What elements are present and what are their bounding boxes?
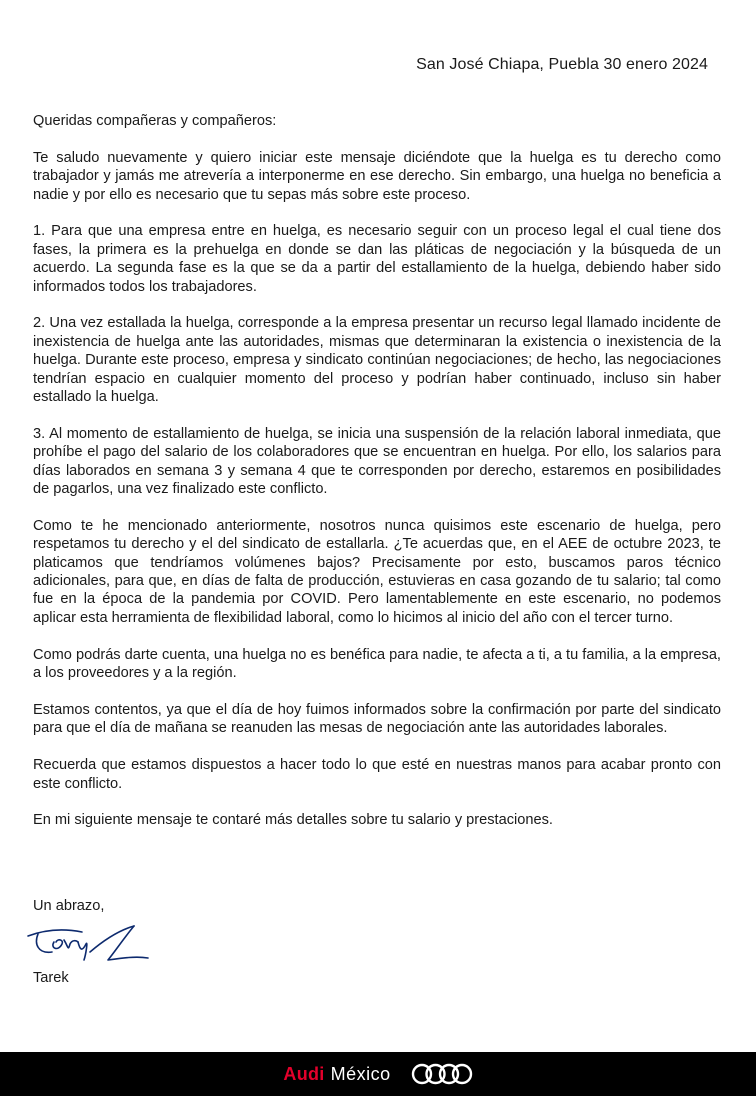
handwritten-signature xyxy=(24,922,156,968)
paragraph-2: 2. Una vez estallada la huelga, corresponde a la empresa presentar un recurso legal llamado incidente de inexistencia de huelga ante las autoridades, mismas que determinaran la existencia o inexistencia de la huelga. Durante este proceso, empresa y sindicato continúan negociaciones; de hecho, las negociaciones tendrían espacio en cualquier momento del proceso y podrían haber continuado, incluso sin haber estallado la huelga. xyxy=(33,315,721,406)
greeting: Queridas compañeras y compañeros: xyxy=(33,113,277,129)
audi-brand-text: Audi xyxy=(283,1063,325,1084)
audi-four-rings-icon xyxy=(411,1063,473,1085)
paragraph-1: 1. Para que una empresa entre en huelga, es necesario seguir con un proceso legal el cual tiene dos fases, la primera es la prehuelga en donde se dan las pláticas de negociación y la búsqueda de un acuerdo. La segunda fase es la que se da a partir del estallamiento de la huelga, debiendo haber sido informados todos los trabajadores. xyxy=(33,223,721,295)
paragraph-intro: Te saludo nuevamente y quiero iniciar este mensaje diciéndote que la huelga es tu derecho como trabajador y jamás me atrevería a interponerme en ese derecho. Sin embargo, una huelga no beneficia a nadie y por ello es necesario que tu sepas más sobre este proceso. xyxy=(33,149,721,203)
letter-body xyxy=(33,112,721,848)
paragraph-next: En mi siguiente mensaje te contaré más detalles sobre tu salario y prestaciones. xyxy=(33,812,553,829)
footer-bar xyxy=(0,1052,756,1096)
paragraph-news: Estamos contentos, ya que el día de hoy fuimos informados sobre la confirmación por parte del sindicato para que el día de mañana se reanuden las mesas de negociación ante las autoridades laborales. xyxy=(33,701,721,737)
paragraph-3: 3. Al momento de estallamiento de huelga, se inicia una suspensión de la relación laboral inmediata, que prohíbe el pago del salario de los colaboradores que se encuentran en huelga. Por ello, los salarios para días laborados en semana 3 y semana 4 que te corresponden por derecho, estaremos en posibilidades de pagarlos, una vez finalizado este conflicto. xyxy=(33,425,721,498)
country-text: México xyxy=(330,1063,391,1084)
closing-text: Un abrazo, xyxy=(33,898,105,914)
signer-name: Tarek xyxy=(33,970,69,986)
paragraph-commitment: Recuerda que estamos dispuestos a hacer todo lo que esté en nuestras manos para acabar pronto con este conflicto. xyxy=(33,757,721,792)
letter-date: San José Chiapa, Puebla 30 enero 2024 xyxy=(416,56,708,73)
paragraph-impact: Como podrás darte cuenta, una huelga no es benéfica para nadie, te afecta a ti, a tu familia, a la empresa, a los proveedores y a la región. xyxy=(33,646,721,682)
paragraph-context: Como te he mencionado anteriormente, nosotros nunca quisimos este escenario de huelga, pero respetamos tu derecho y el del sindicato de estallarla. ¿Te acuerdas que, en el AEE de octubre 2023, te platicamos que tendríamos volúmenes bajos? Precisamente por esto, buscamos paros técnico adicionales, para que, en días de falta de producción, estuvieras en casa gozando de tu salario; tal como fue en la época de la pandemia por COVID. Pero lamentablemente en este escenario, no podemos aplicar esta herramienta de flexibilidad laboral, como lo hicimos al inicio del año con el tercer turno. xyxy=(33,517,721,626)
